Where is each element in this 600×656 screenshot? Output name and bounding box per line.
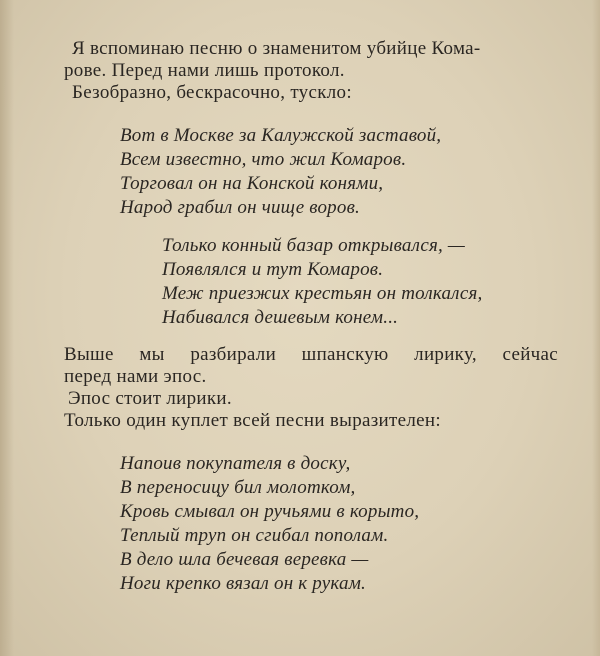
middle-line-1: Выше мы разбирали шпанскую лирику, сейчас (64, 344, 558, 365)
verse-line: Набивался дешевым конем... (162, 307, 399, 328)
verse-line: Только конный базар открывался, — (162, 235, 465, 256)
verse-line: В дело шла бечевая веревка — (120, 549, 369, 570)
middle-paragraph (62, 344, 558, 432)
verse-line: Теплый труп он сгибал пополам. (120, 525, 389, 546)
intro-line-3: Безобразно, бескрасочно, тускло: (72, 82, 352, 103)
verse-line: Меж приезжих крестьян он толкался, (162, 283, 483, 304)
intro-paragraph (62, 38, 558, 104)
verse-line: Появлялся и тут Комаров. (162, 259, 384, 280)
verse-stanza-3 (120, 452, 419, 596)
intro-line-2: рове. Перед нами лишь протокол. (64, 60, 345, 81)
verse-line: Ноги крепко вязал он к рукам. (120, 573, 366, 594)
verse-line: Торговал он на Конской конями, (120, 173, 384, 194)
verse-stanza-2 (162, 234, 482, 330)
verse-line: Народ грабил он чище воров. (120, 197, 360, 218)
verse-line: Всем известно, что жил Комаров. (120, 149, 407, 170)
page-right-shadow (592, 0, 600, 656)
middle-line-2: перед нами эпос. (64, 366, 207, 387)
verse-line: Напоив покупателя в доску, (120, 453, 351, 474)
verse-line: В переносицу бил молотком, (120, 477, 356, 498)
verse-line: Вот в Москве за Калужской заставой, (120, 125, 442, 146)
middle-line-3: Эпос стоит лирики. (68, 388, 232, 409)
page-left-shadow (0, 0, 14, 656)
verse-stanza-1 (120, 124, 441, 220)
intro-line-1: Я вспоминаю песню о знаменитом убийце Кома- (72, 38, 481, 59)
verse-line: Кровь смывал он ручьями в корыто, (120, 501, 420, 522)
middle-line-4: Только один куплет всей песни выразителен: (64, 410, 441, 431)
